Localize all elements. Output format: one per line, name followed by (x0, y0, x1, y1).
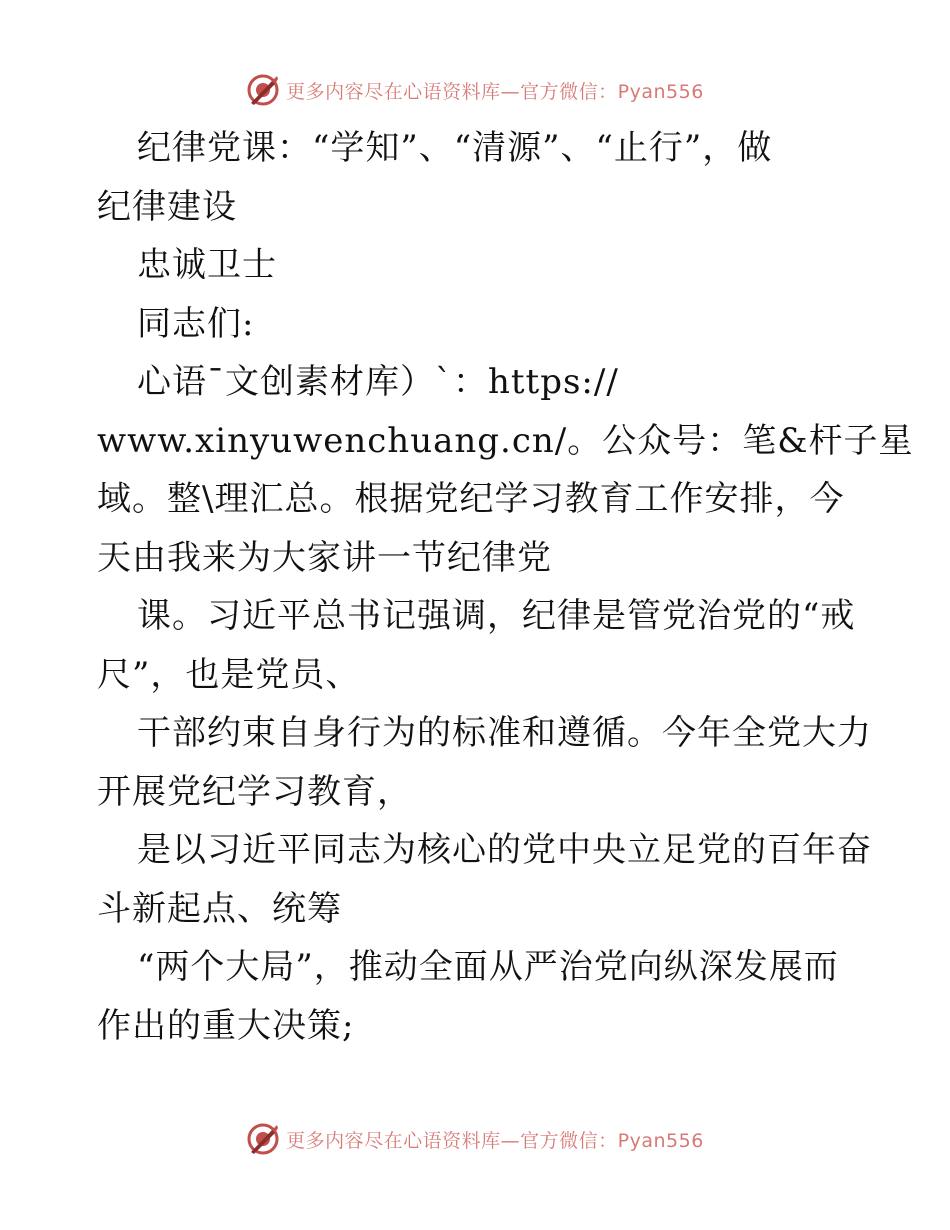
text-line: 域。整\理汇总。根据党纪学习教育工作安排，今 (97, 479, 845, 519)
text-line: 纪律党课：“学知”、“清源”、“止行”，做 (137, 128, 773, 168)
text-line: 心语¯文创素材库）`：https:// (137, 362, 619, 402)
text-line: www.xinyuwenchuang.cn/。公众号：笔&杆子星 (97, 420, 914, 461)
text-line: 课。习近平总书记强调，纪律是管党治党的“戒 (137, 596, 856, 636)
text-line: 忠诚卫士 (137, 245, 277, 285)
document-body (97, 119, 914, 1055)
header-watermark (0, 70, 950, 110)
text-line: 同志们: (137, 303, 255, 344)
footer-watermark (0, 1119, 950, 1159)
text-line: 天由我来为大家讲一节纪律党 (97, 537, 552, 578)
text-line: 干部约束自身行为的标准和遵循。今年全党大力 (137, 713, 872, 753)
watermark-text: 更多内容尽在心语资料库—官方微信：Pyan556 (286, 80, 704, 103)
text-line: 开展党纪学习教育， (97, 771, 412, 812)
text-line: 纪律建设 (97, 186, 237, 227)
watermark-text: 更多内容尽在心语资料库—官方微信：Pyan556 (286, 1129, 704, 1152)
text-line: 作出的重大决策; (97, 1005, 355, 1046)
text-line: 尺”，也是党员、 (97, 654, 361, 695)
pen-logo-icon (246, 1122, 280, 1156)
text-line: “两个大局”，推动全面从严治党向纵深发展而 (137, 947, 839, 987)
text-line: 斗新起点、统筹 (97, 888, 342, 929)
text-line: 是以习近平同志为核心的党中央立足党的百年奋 (137, 830, 872, 870)
pen-logo-icon (246, 73, 280, 107)
